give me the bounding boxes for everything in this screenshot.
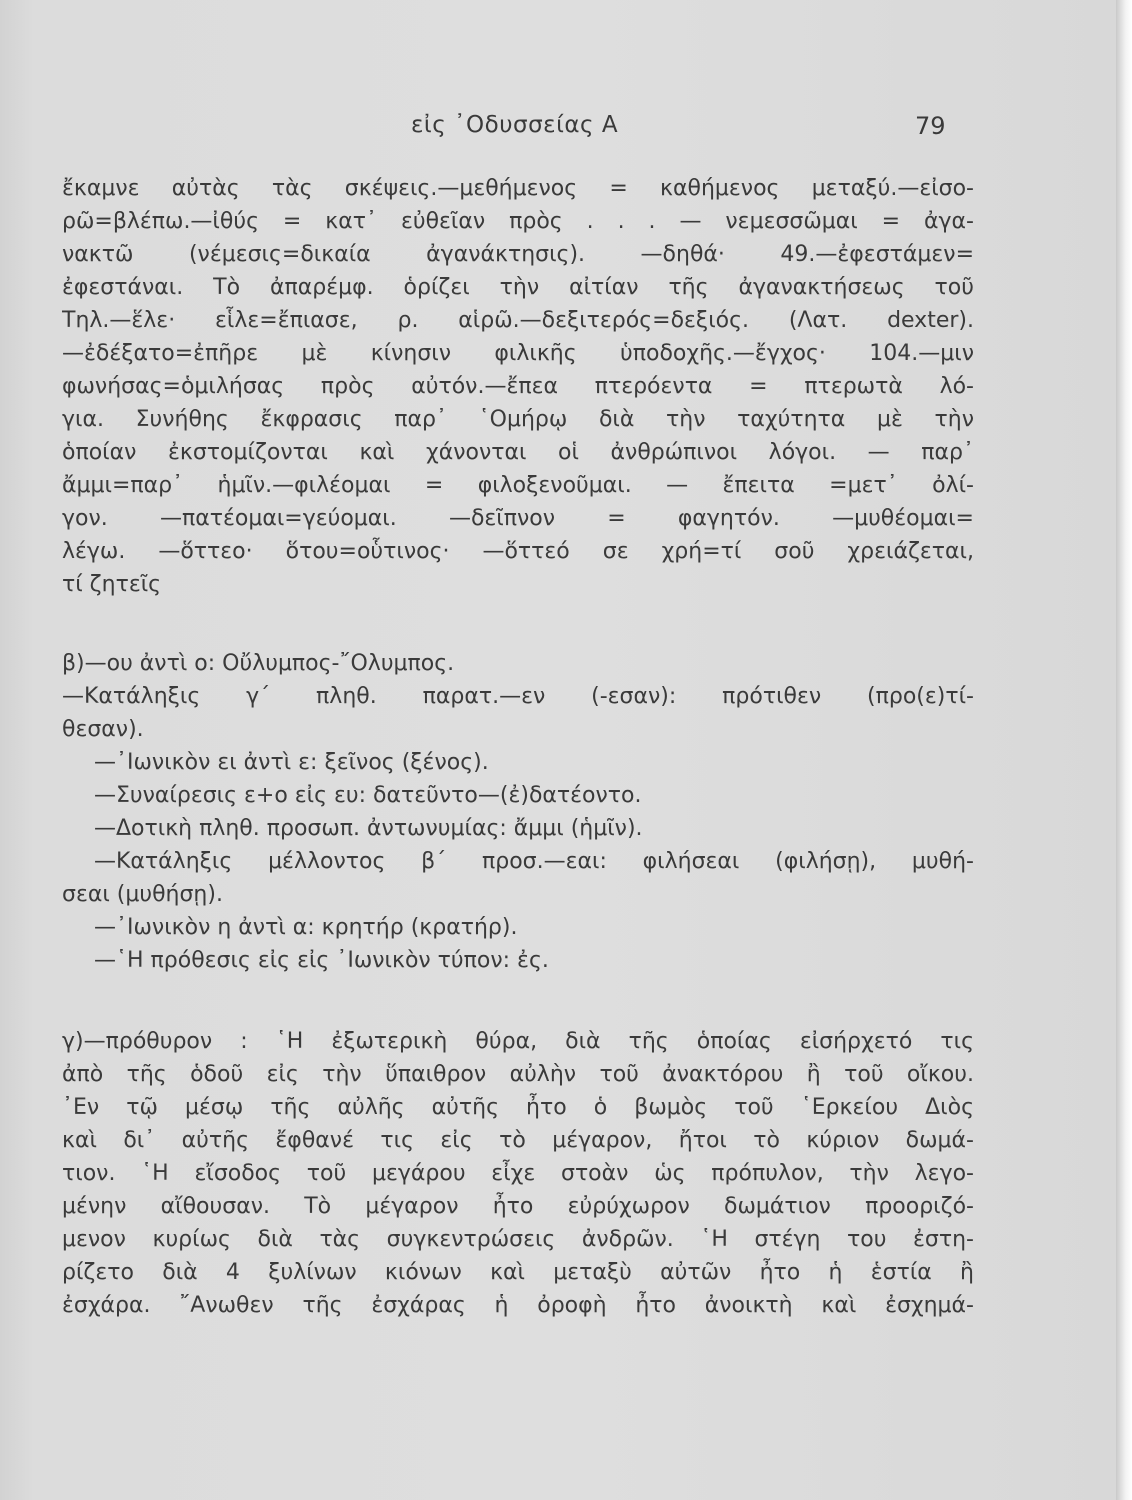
text-line: —῾Η πρόθεσις εἰς εἰς ᾿Ιωνικὸν τύπον: ἐς. (94, 948, 549, 973)
text-line: νακτῶ (νέμεσις=δικαία ἀγανάκτησις). —δηθά· 49.—ἐφεστάμεν= (62, 242, 974, 267)
text-line: ᾿Εν τῷ μέσῳ τῆς αὐλῆς αὐτῆς ἦτο ὁ βωμὸς τοῦ ῾Ερκείου Διὸς (62, 1095, 974, 1120)
page-edge (1116, 0, 1132, 1500)
paragraph-prothyron (62, 1025, 974, 1322)
text-line: φωνήσας=ὁμιλήσας πρὸς αὐτόν.—ἔπεα πτερόεντα = πτερωτὰ λό- (62, 374, 974, 399)
paragraph-grammar-notes (62, 647, 974, 977)
text-line: ρίζετο διὰ 4 ξυλίνων κιόνων καὶ μεταξὺ αὐτῶν ἦτο ἡ ἑστία ἢ (62, 1260, 974, 1285)
text-line: —Δοτικὴ πληθ. προσωπ. ἀντωνυμίας: ἄμμι (ἡμῖν). (94, 816, 643, 841)
text-line: λέγω. —ὅττεο· ὅτου=οὗτινος· —ὅττεό σε χρή=τί σοῦ χρειάζεται, (62, 539, 974, 564)
text-line: για. Συνήθης ἔκφρασις παρ᾽ ῾Ομήρῳ διὰ τὴν ταχύτητα μὲ τὴν (62, 407, 974, 432)
text-line: —᾿Ιωνικὸν ει ἀντὶ ε: ξεῖνος (ξένος). (94, 750, 489, 775)
text-line: ἀπὸ τῆς ὁδοῦ εἰς τὴν ὕπαιθρον αὐλὴν τοῦ ἀνακτόρου ἢ τοῦ οἴκου. (62, 1062, 974, 1087)
text-line: —ἐδέξατο=ἐπῆρε μὲ κίνησιν φιλικῆς ὑποδοχῆς.—ἔγχος· 104.—μιν (62, 341, 974, 366)
paragraph-gap (62, 977, 974, 1025)
text-line: —᾿Ιωνικὸν η ἀντὶ α: κρητήρ (κρατήρ). (94, 915, 518, 940)
text-line: —Κατάληξις μέλλοντος β΄ προσ.—εαι: φιλήσεαι (φιλήσῃ), μυθή- (94, 849, 974, 874)
body-text (62, 172, 974, 1322)
paragraph-gap (62, 601, 974, 647)
text-line: β)—ου ἀντὶ ο: Οὔλυμπος-῎Ολυμπος. (62, 651, 455, 676)
paragraph-glossary (62, 172, 974, 601)
page-number: 79 (915, 112, 946, 140)
text-line: τί ζητεῖς (62, 572, 162, 597)
text-line: ὁποίαν ἐκστομίζονται καὶ χάνονται οἱ ἀνθρώπινοι λόγοι. — παρ᾽ (62, 440, 974, 465)
page-header (0, 112, 1132, 142)
text-line: καὶ δι᾽ αὐτῆς ἔφθανέ τις εἰς τὸ μέγαρον, ἤτοι τὸ κύριον δωμά- (62, 1128, 974, 1153)
text-line: ρῶ=βλέπω.—ἰθύς = κατ᾽ εὐθεῖαν πρὸς . . . — νεμεσσῶμαι = ἀγα- (62, 209, 974, 234)
text-line: Τηλ.—ἕλε· εἷλε=ἔπιασε, ρ. αἱρῶ.—δεξιτερός=δεξιός. (Λατ. dexter). (62, 308, 974, 333)
text-line: ἔκαμνε αὐτὰς τὰς σκέψεις.—μεθήμενος = καθήμενος μεταξύ.—εἰσο- (62, 176, 974, 201)
text-line: γον. —πατέομαι=γεύομαι. —δεῖπνον = φαγητόν. —μυθέομαι= (62, 506, 974, 531)
text-line: ἄμμι=παρ᾽ ἡμῖν.—φιλέομαι = φιλοξενοῦμαι. — ἔπειτα =μετ᾽ ὀλί- (62, 473, 974, 498)
text-line: μένην αἴθουσαν. Τὸ μέγαρον ἦτο εὐρύχωρον δωμάτιον προοριζό- (62, 1194, 974, 1219)
text-line: θεσαν). (62, 717, 144, 742)
text-line: ἐσχάρα. ῎Ανωθεν τῆς ἐσχάρας ἡ ὀροφὴ ἦτο ἀνοικτὴ καὶ ἐσχημά- (62, 1293, 974, 1318)
text-line: ἐφεστάναι. Τὸ ἀπαρέμφ. ὁρίζει τὴν αἰτίαν τῆς ἀγανακτήσεως τοῦ (62, 275, 974, 300)
running-title: εἰς ᾿Οδυσσείας Α (411, 112, 619, 138)
text-line: —Κατάληξις γ΄ πληθ. παρατ.—εν (-εσαν): πρότιθεν (προ(ε)τί- (62, 684, 974, 709)
text-line: τιον. ῾Η εἴσοδος τοῦ μεγάρου εἶχε στοὰν ὡς πρόπυλον, τὴν λεγο- (62, 1161, 974, 1186)
text-line: σεαι (μυθήσῃ). (62, 882, 223, 907)
text-line: μενον κυρίως διὰ τὰς συγκεντρώσεις ἀνδρῶν. ῾Η στέγη του ἐστη- (62, 1227, 974, 1252)
text-line: —Συναίρεσις ε+ο εἰς ευ: δατεῦντο—(ἐ)δατέοντο. (94, 783, 642, 808)
text-line: γ)—πρόθυρον : ῾Η ἐξωτερικὴ θύρα, διὰ τῆς ὁποίας εἰσήρχετό τις (62, 1029, 974, 1054)
